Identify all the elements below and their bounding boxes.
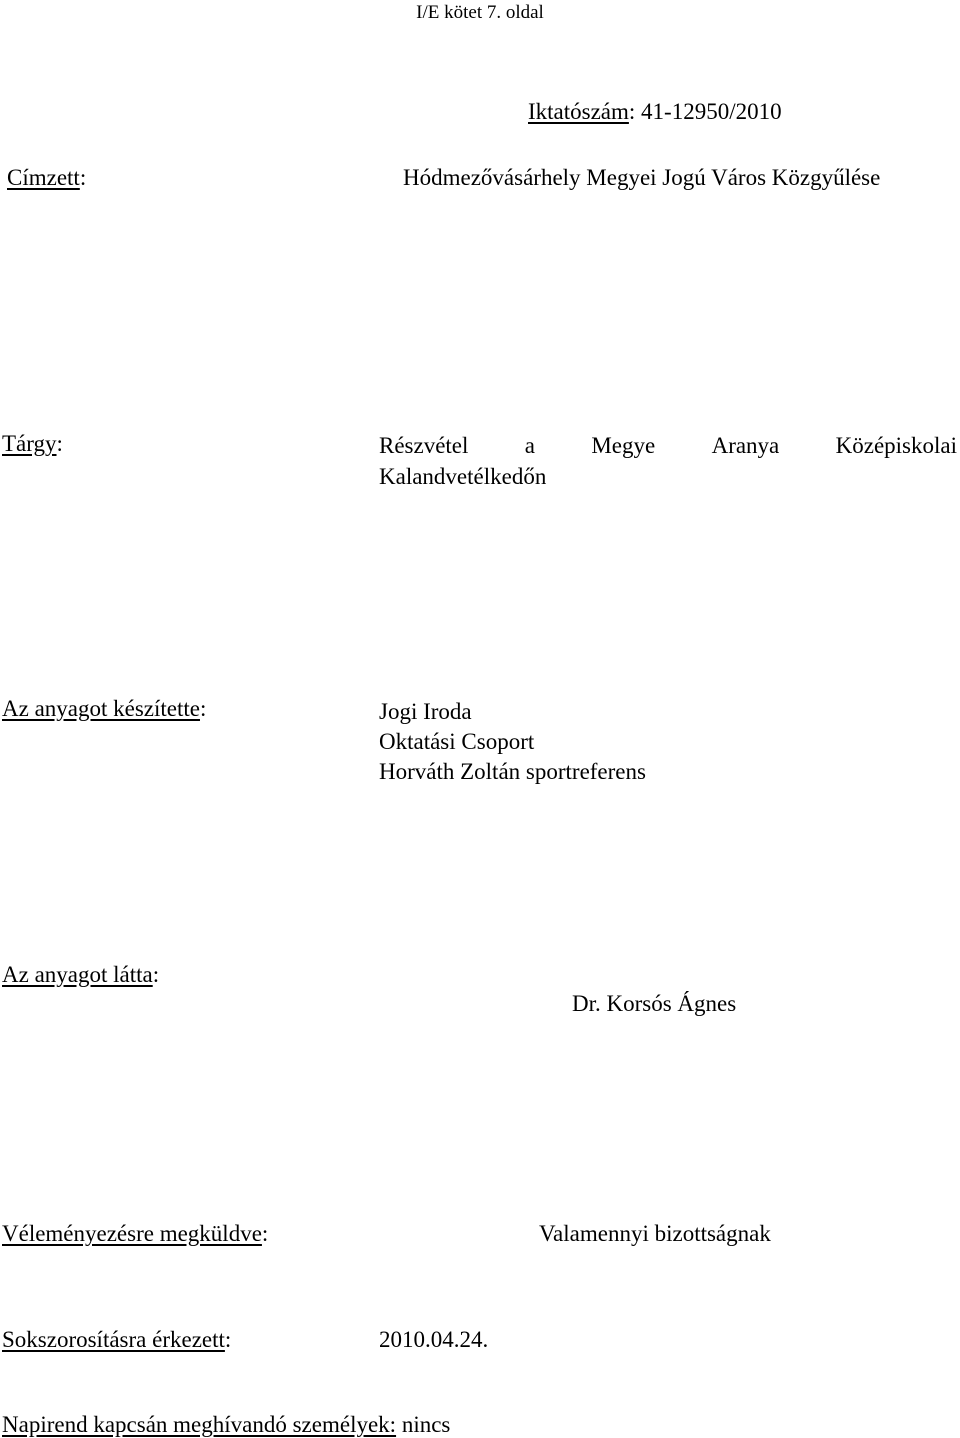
received-for-copying-date: 2010.04.24. <box>379 1327 489 1352</box>
subject-word: Középiskolai <box>835 433 957 458</box>
reviewed-by-separator: : <box>152 962 160 987</box>
prepared-by-separator: : <box>199 696 207 721</box>
file-number-separator: : <box>628 99 642 124</box>
subject-label: Tárgy <box>2 431 57 456</box>
sent-for-review-label: Véleményezésre megküldve <box>2 1221 262 1246</box>
prepared-by-item: Oktatási Csoport <box>379 729 535 754</box>
reviewed-by-label-line <box>2 963 159 986</box>
subject-word: Aranya <box>711 433 780 458</box>
recipient-separator: : <box>79 165 87 190</box>
recipient-label-line <box>7 166 86 189</box>
prepared-by-item: Horváth Zoltán sportreferens <box>379 759 646 784</box>
reviewed-by-label: Az anyagot látta <box>2 962 153 987</box>
recipient-value: Hódmezővásárhely Megyei Jogú Város Közgyűlése <box>403 165 881 190</box>
received-for-copying-label: Sokszorosításra érkezett <box>2 1327 225 1352</box>
file-number-label: Iktatószám <box>528 99 629 124</box>
received-for-copying-separator: : <box>224 1327 232 1352</box>
prepared-by-list <box>379 697 646 787</box>
sent-for-review-label-line <box>2 1222 268 1245</box>
sent-for-review-separator: : <box>261 1221 269 1246</box>
subject-label-line <box>2 432 63 455</box>
subject-word: Részvétel <box>379 433 469 458</box>
file-number-line <box>528 100 782 123</box>
invitees-line <box>2 1413 450 1436</box>
prepared-by-label: Az anyagot készítette <box>2 696 200 721</box>
subject-value-line-1 <box>379 430 957 461</box>
file-number-value: 41-12950/2010 <box>641 99 782 124</box>
sent-for-review-value: Valamennyi bizottságnak <box>539 1221 771 1246</box>
received-for-copying-label-line <box>2 1328 231 1351</box>
page-reference: I/E kötet 7. oldal <box>416 2 544 23</box>
reviewed-by-value: Dr. Korsós Ágnes <box>572 991 737 1016</box>
invitees-label: Napirend kapcsán meghívandó személyek: <box>2 1412 397 1437</box>
subject-word: a <box>524 433 535 458</box>
invitees-value: nincs <box>396 1412 451 1437</box>
prepared-by-item: Jogi Iroda <box>379 699 472 724</box>
subject-word: Megye <box>591 433 656 458</box>
subject-separator: : <box>56 431 63 456</box>
subject-value <box>379 430 957 492</box>
subject-value-line-2: Kalandvetélkedőn <box>379 464 547 489</box>
recipient-label: Címzett <box>7 165 80 190</box>
prepared-by-label-line <box>2 697 206 720</box>
